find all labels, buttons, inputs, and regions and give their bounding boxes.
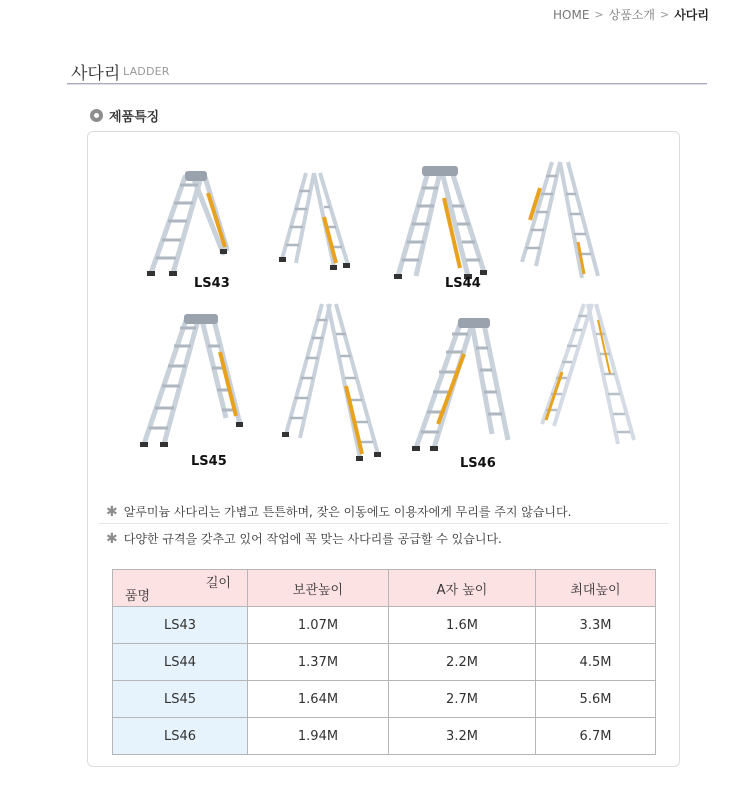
circle-bullet-icon [90,109,103,122]
value-cell: 1.37M [248,644,389,681]
value-cell: 4.5M [536,644,656,681]
ladder-image [518,158,602,282]
feature-text: 다양한 규격을 갖추고 있어 작업에 꼭 맞는 사다리를 공급할 수 있습니다. [123,532,502,546]
corner-length-label: 길이 [205,576,231,591]
column-header: 보관높이 [248,570,389,607]
section-heading [90,106,159,125]
chevron-right-icon: > [594,8,604,21]
ladder-ls44-image [392,162,488,280]
value-cell: 5.6M [536,681,656,718]
ladder-image [278,167,352,273]
breadcrumb-category[interactable]: 상품소개 [608,8,655,22]
star-icon: ✱ [106,530,118,547]
value-cell: 1.07M [248,607,389,644]
feature-item [106,530,502,547]
page-title: 사다리 [71,64,121,84]
table-row [113,718,656,755]
feature-item [106,503,571,520]
value-cell: 1.6M [389,607,536,644]
ladder-ls46-image [408,314,514,454]
ladder-ls45-image [136,306,246,450]
value-cell: 2.7M [389,681,536,718]
table-row [113,681,656,718]
value-cell: 1.94M [248,718,389,755]
column-header: A자 높이 [389,570,536,607]
breadcrumb-current: 사다리 [674,8,709,22]
feature-text: 알루미늄 사다리는 가볍고 튼튼하며, 잦은 이동에도 이용자에게 무리를 주지 않습니다. [123,505,572,519]
value-cell: 6.7M [536,718,656,755]
table-header-row [113,570,656,607]
value-cell: 1.64M [248,681,389,718]
value-cell: 2.2M [389,644,536,681]
breadcrumb-home[interactable]: HOME [553,7,590,22]
product-label: LS43 [194,276,230,291]
model-cell: LS46 [113,718,248,755]
page-title-en: LADDER [123,65,170,78]
table-row [113,644,656,681]
corner-model-label: 품명 [125,589,151,604]
column-header: 최대높이 [536,570,656,607]
ladder-image [538,300,638,448]
value-cell: 3.3M [536,607,656,644]
chevron-right-icon: > [660,8,670,21]
product-label: LS44 [445,276,481,291]
model-cell: LS45 [113,681,248,718]
product-label: LS45 [191,454,227,469]
model-cell: LS43 [113,607,248,644]
ladder-image [280,298,384,464]
product-label: LS46 [460,456,496,471]
table-row [113,607,656,644]
corner-header-cell [113,570,248,607]
star-icon: ✱ [106,503,118,520]
page-title-bar [67,58,707,84]
value-cell: 3.2M [389,718,536,755]
divider [98,523,668,524]
model-cell: LS44 [113,644,248,681]
breadcrumb [553,6,709,23]
section-title: 제품특징 [109,110,160,125]
spec-table [112,569,656,755]
ladder-ls43-image [143,163,231,278]
